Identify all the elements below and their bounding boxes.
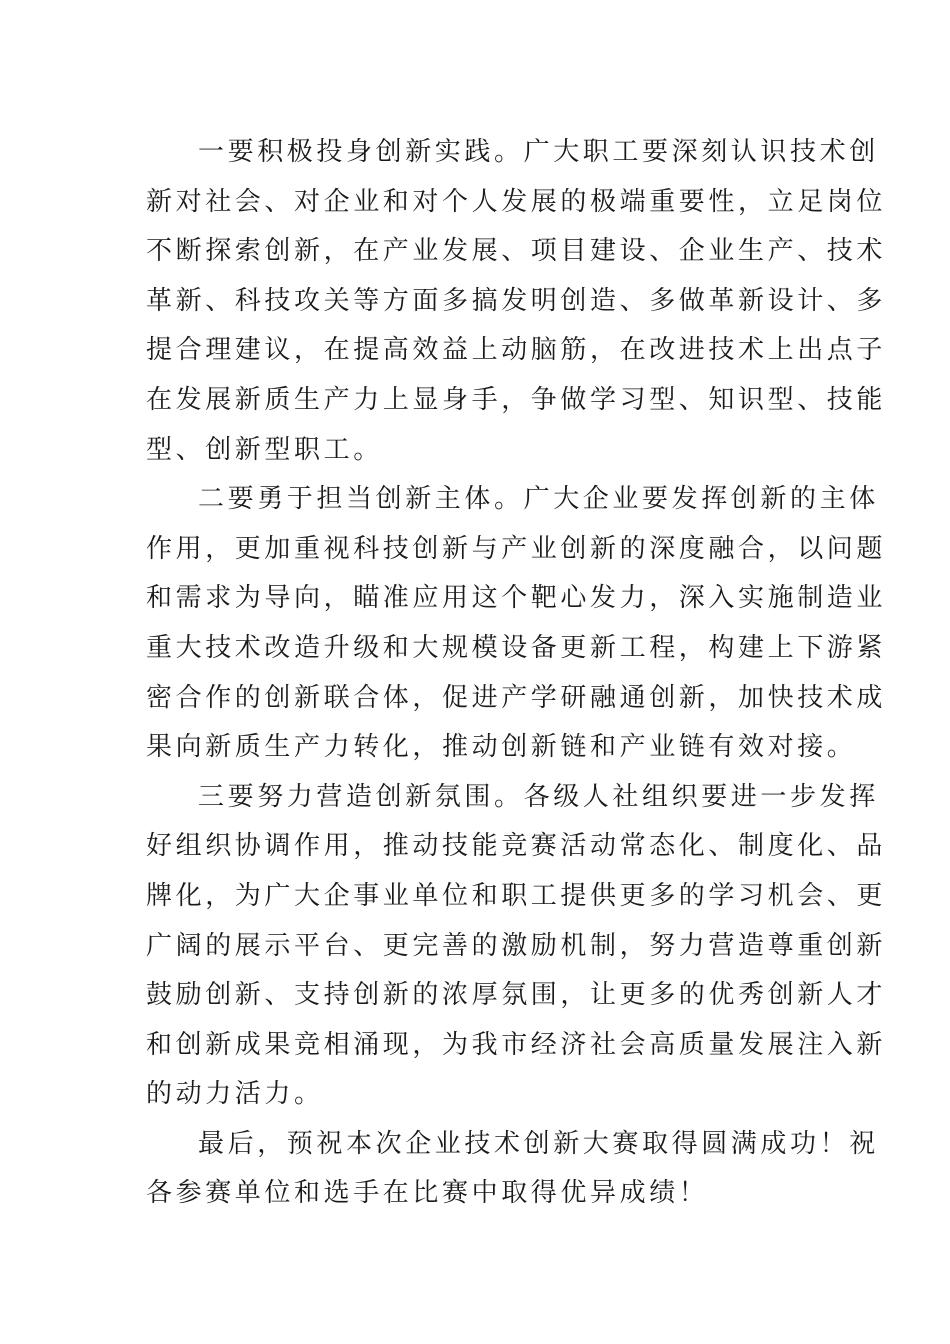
text-line: 一要积极投身创新实践。广大职工要深刻认识技术创 (198, 137, 879, 167)
text-line: 鼓励创新、支持创新的浓厚氛围，让更多的优秀创新人才 (146, 980, 887, 1011)
text-line: 提合理建议，在提高效益上动脑筋，在改进技术上出点子 (146, 335, 887, 366)
text-line: 二要勇于担当创新主体。广大企业要发挥创新的主体 (198, 484, 879, 515)
text-line: 新对社会、对企业和对个人发展的极端重要性，立足岗位 (146, 186, 887, 217)
document-body (146, 128, 887, 1219)
text-line: 作用，更加重视科技创新与产业创新的深度融合，以问题 (146, 533, 887, 564)
text-line: 革新、科技攻关等方面多搞发明创造、多做革新设计、多 (146, 285, 887, 316)
text-line: 的动力活力。 (146, 1079, 324, 1110)
text-line: 重大技术改造升级和大规模设备更新工程，构建上下游紧 (146, 632, 887, 663)
text-line: 最后，预祝本次企业技术创新大赛取得圆满成功！祝 (198, 1128, 879, 1159)
text-line: 和创新成果竞相涌现，为我市经济社会高质量发展注入新 (146, 1029, 887, 1060)
text-line: 好组织协调作用，推动技能竞赛活动常态化、制度化、品 (146, 831, 887, 862)
text-line: 型、创新型职工。 (146, 434, 383, 465)
paragraph-2 (146, 475, 887, 773)
text-line: 各参赛单位和选手在比赛中取得优异成绩！ (146, 1178, 709, 1209)
text-line: 果向新质生产力转化，推动创新链和产业链有效对接。 (146, 732, 857, 763)
text-line: 密合作的创新联合体，促进产学研融通创新，加快技术成 (146, 682, 887, 713)
text-line: 不断探索创新，在产业发展、项目建设、企业生产、技术 (146, 236, 887, 267)
paragraph-4 (146, 1120, 879, 1219)
text-line: 三要努力营造创新氛围。各级人社组织要进一步发挥 (198, 781, 879, 812)
paragraph-1 (146, 128, 887, 475)
text-line: 在发展新质生产力上显身手，争做学习型、知识型、技能 (146, 384, 887, 415)
text-line: 和需求为导向，瞄准应用这个靶心发力，深入实施制造业 (146, 583, 887, 614)
paragraph-3 (146, 773, 887, 1120)
text-line: 广阔的展示平台、更完善的激励机制，努力营造尊重创新 (146, 930, 887, 961)
text-line: 牌化，为广大企事业单位和职工提供更多的学习机会、更 (146, 880, 887, 911)
